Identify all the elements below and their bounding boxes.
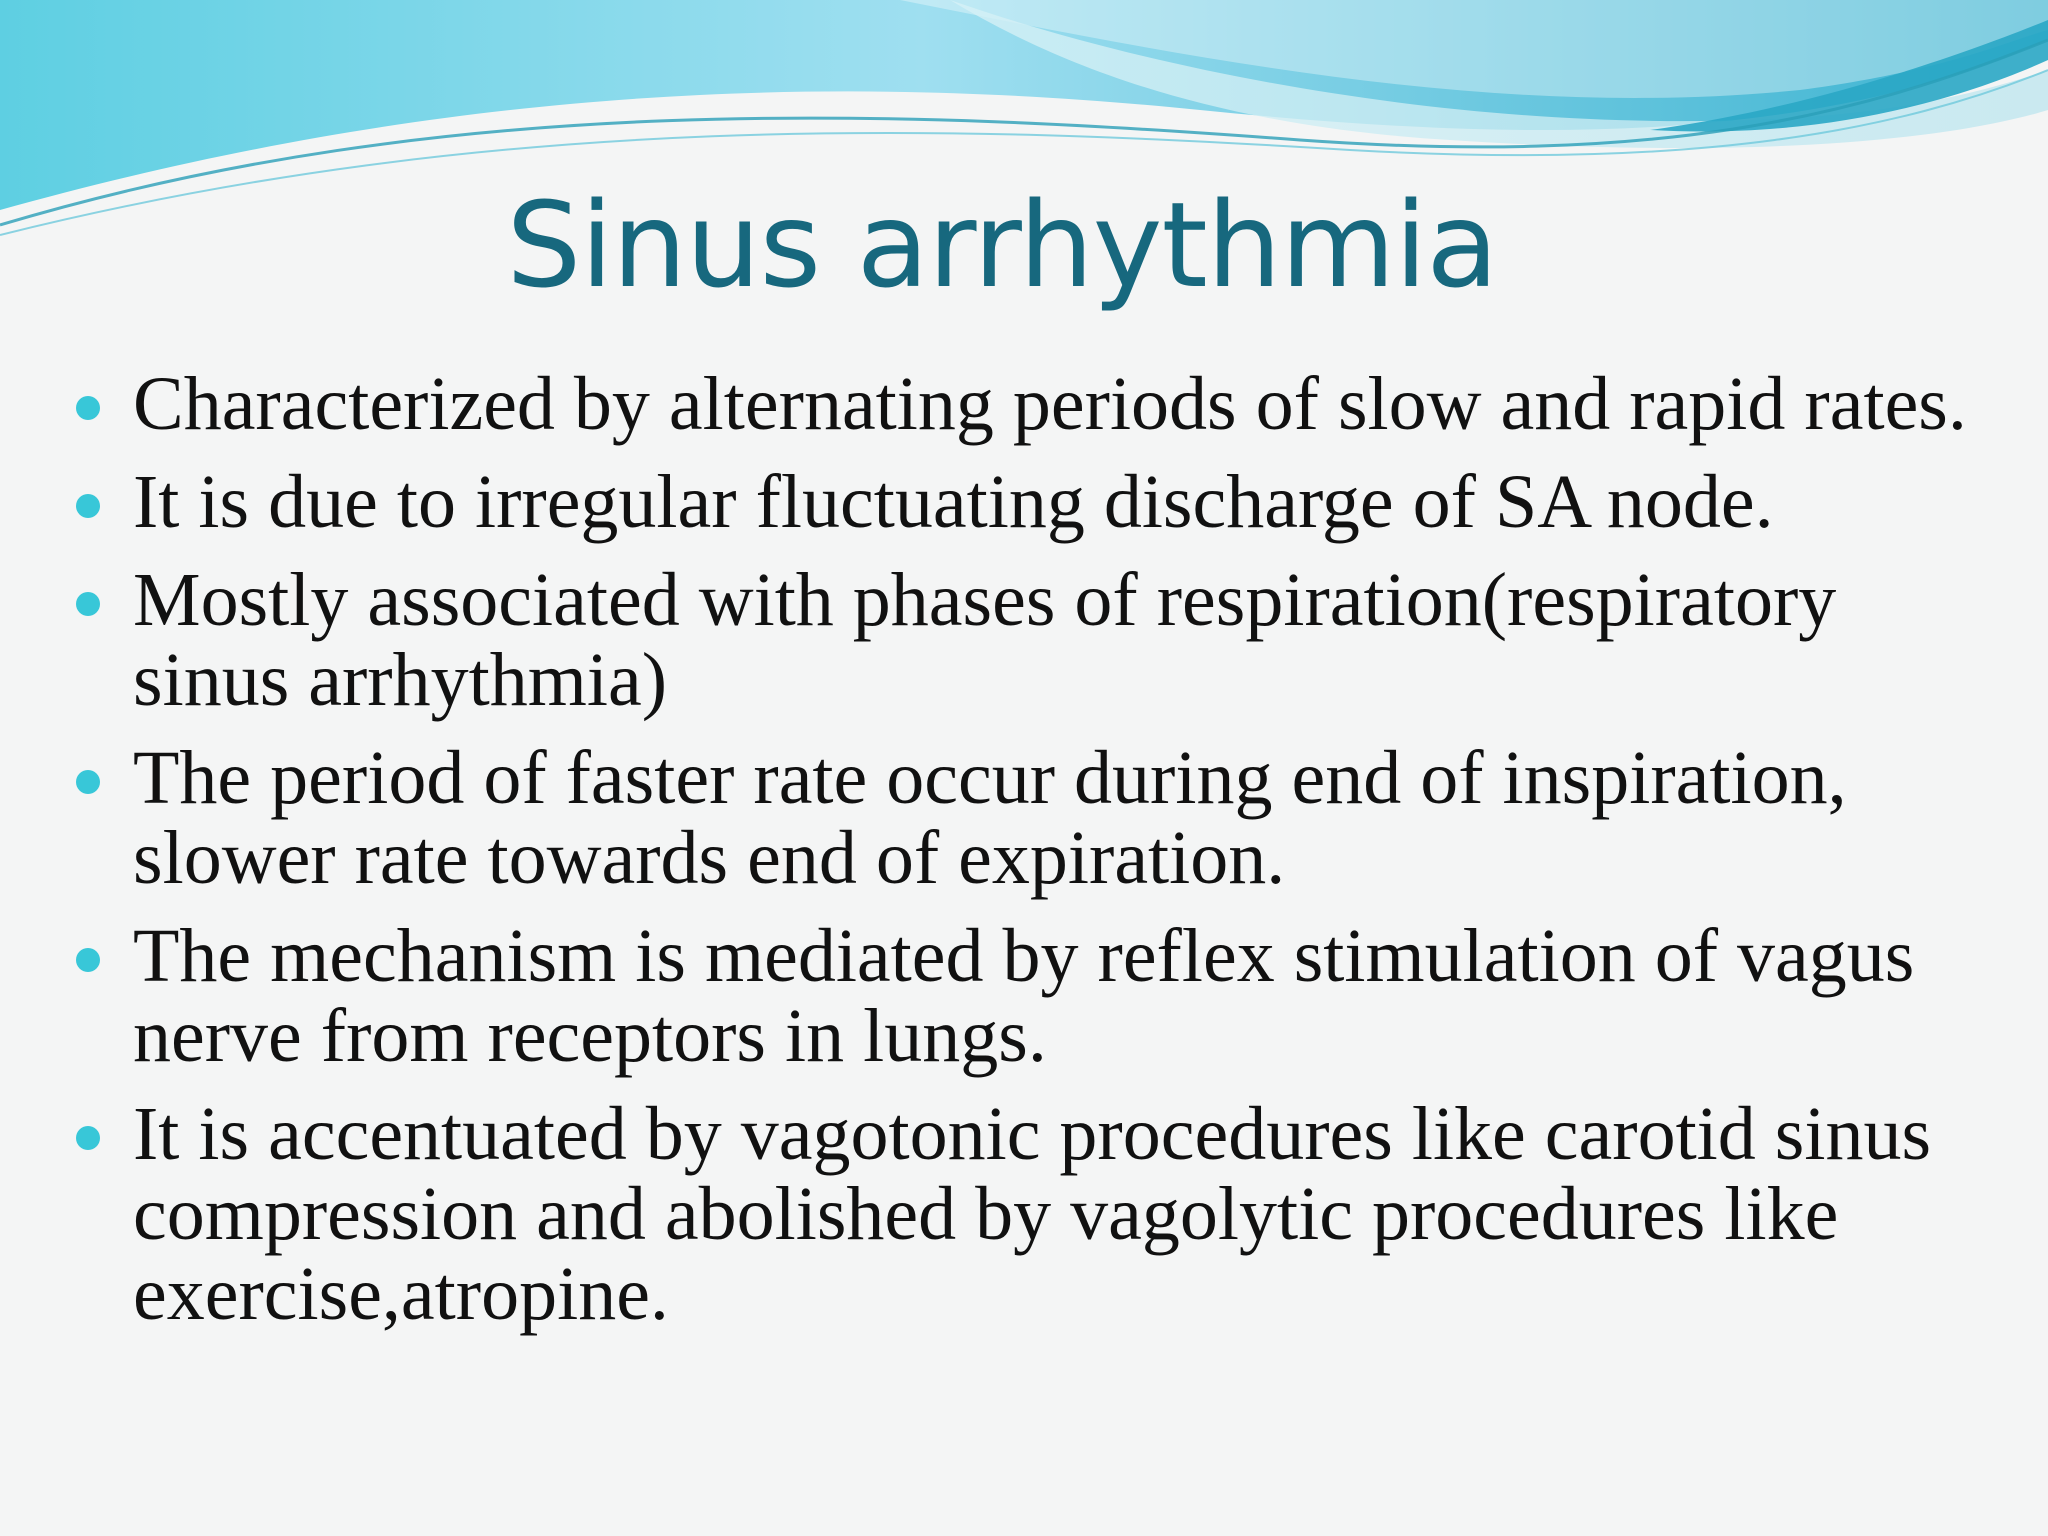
bullet-dot-icon [76, 494, 100, 518]
bullet-item [0, 738, 2048, 898]
bullet-text: The period of faster rate occur during end of inspiration, slower rate towards end of expiration. [133, 736, 1847, 900]
bullet-text: It is due to irregular fluctuating discharge of SA node. [133, 460, 1774, 544]
bullet-text: It is accentuated by vagotonic procedures like carotid sinus compression and abolished by vagolytic procedures like exercise,atropine. [133, 1092, 1932, 1336]
bullet-item [0, 560, 2048, 720]
bullet-item [0, 462, 2048, 542]
bullet-dot-icon [76, 396, 100, 420]
bullet-item [0, 916, 2048, 1076]
bullet-list [0, 364, 2048, 1352]
slide-title: Sinus arrhythmia [506, 176, 1498, 314]
bullet-dot-icon [76, 948, 100, 972]
bullet-item [0, 364, 2048, 444]
bullet-dot-icon [76, 1126, 100, 1150]
bullet-dot-icon [76, 592, 100, 616]
bullet-text: The mechanism is mediated by reflex stimulation of vagus nerve from receptors in lungs. [133, 914, 1915, 1078]
bullet-text: Characterized by alternating periods of slow and rapid rates. [133, 362, 1967, 446]
bullet-dot-icon [76, 770, 100, 794]
bullet-text: Mostly associated with phases of respiration(respiratory sinus arrhythmia) [133, 558, 1837, 722]
bullet-item [0, 1094, 2048, 1334]
